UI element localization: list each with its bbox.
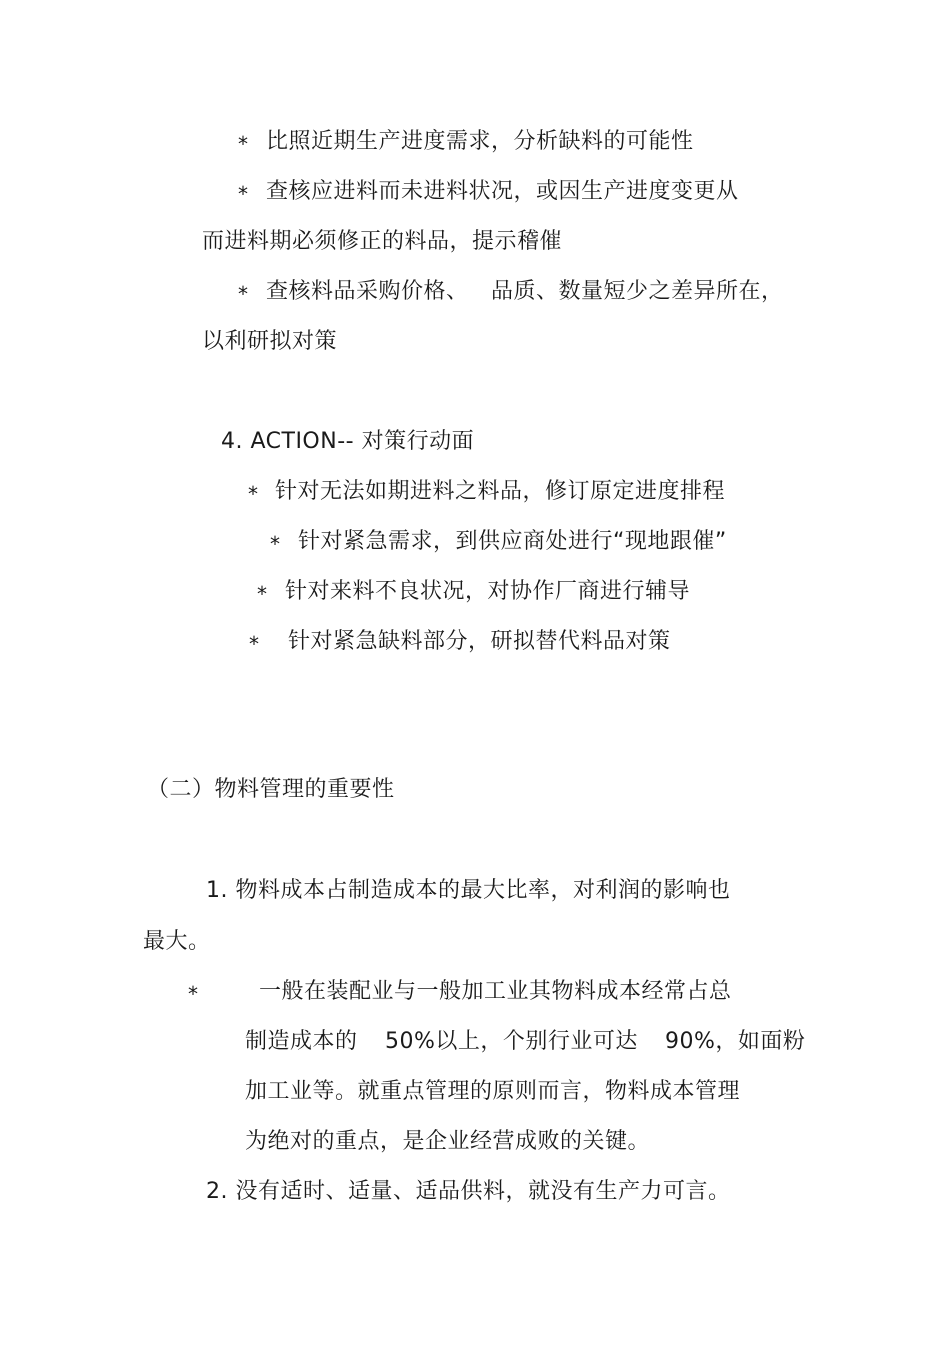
bullet-star: * (188, 982, 198, 1006)
numbered-item: 2. 没有适时、适量、适品供料，就没有生产力可言。 (206, 1179, 731, 1204)
bullet-text: 一般在装配业与一般加工业其物料成本经常占总 (259, 979, 732, 1004)
bullet-star: * (249, 632, 259, 656)
bullet-text: 查核料品采购价格、 (266, 279, 469, 304)
bullet-star: * (238, 282, 248, 306)
bullet-text: 针对紧急缺料部分，研拟替代料品对策 (288, 629, 671, 654)
bullet-text: 50%以上，个别行业可达 (385, 1029, 638, 1054)
numbered-item: 1. 物料成本占制造成本的最大比率，对利润的影响也 (206, 878, 731, 903)
bullet-star: * (248, 482, 258, 506)
bullet-continuation: 而进料期必须修正的料品，提示稽催 (202, 229, 563, 254)
bullet-text: 查核应进料而未进料状况，或因生产进度变更从 (266, 179, 739, 204)
section-heading: （二）物料管理的重要性 (147, 777, 395, 802)
bullet-text: 制造成本的 (245, 1029, 358, 1054)
bullet-star: * (238, 182, 248, 206)
bullet-text: 针对紧急需求，到供应商处进行“现地跟催” (298, 529, 727, 554)
bullet-text: 品质、数量短少之差异所在， (491, 279, 784, 304)
bullet-text: 比照近期生产进度需求，分析缺料的可能性 (266, 129, 694, 154)
numbered-item-continuation: 最大。 (143, 929, 211, 954)
bullet-text: 为绝对的重点，是企业经营成败的关键。 (245, 1129, 651, 1154)
bullet-text: 针对来料不良状况，对协作厂商进行辅导 (285, 579, 691, 604)
bullet-continuation: 以利研拟对策 (202, 329, 338, 354)
bullet-text: 针对无法如期进料之料品，修订原定进度排程 (275, 479, 726, 504)
bullet-star: * (257, 582, 267, 606)
bullet-star: * (270, 532, 280, 556)
bullet-text: 加工业等。就重点管理的原则而言，物料成本管理 (245, 1079, 741, 1104)
bullet-text: 90%，如面粉 (665, 1029, 806, 1054)
section-heading: 4. ACTION-- 对策行动面 (221, 429, 475, 454)
bullet-star: * (238, 132, 248, 156)
